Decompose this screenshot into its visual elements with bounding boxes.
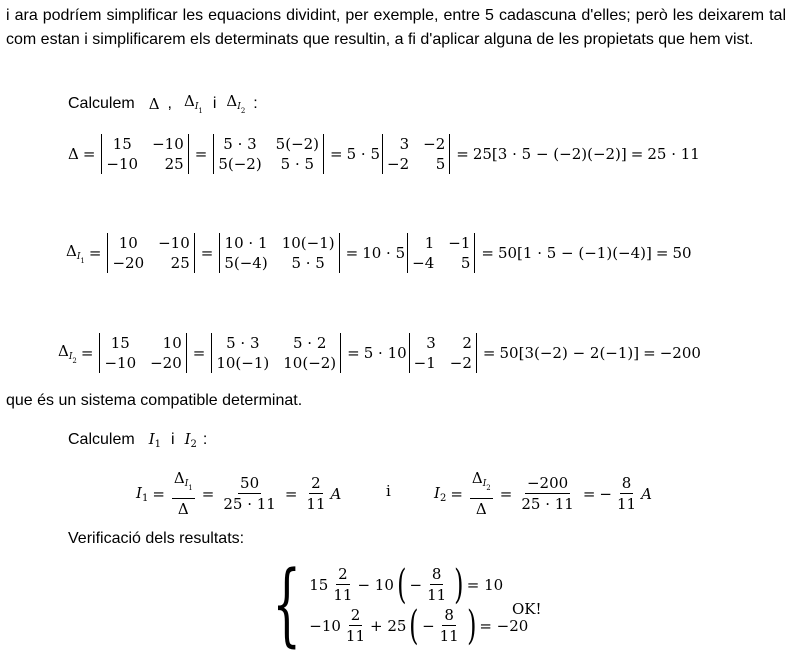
expansion: 50[1 · 5 − (−1)(−4)] xyxy=(497,244,652,262)
verification-eq-1: 15 $\frac{2}{11}$ − 10 ( − $\frac{8}{11}$ ) = 10 xyxy=(309,561,504,608)
i1-symbol: $I_1$ xyxy=(136,483,149,504)
matrix-i1-3: 1 −4 −1 5 xyxy=(407,233,475,273)
fraction: $\frac{\Delta_{I_1}}{\Delta}$ xyxy=(173,469,193,518)
between-word: i xyxy=(386,482,391,500)
left-brace: { xyxy=(272,552,301,657)
verification-eq-2: −10 $\frac{2}{11}$ + 25 ( − $\frac{8}{11}$ ) = −20 xyxy=(309,602,529,649)
and-word: i xyxy=(212,94,217,112)
unit-ampere: A xyxy=(330,484,342,503)
fraction: $\frac{50}{25 \cdot 11}$ xyxy=(223,474,276,513)
calc-label: Calculem xyxy=(68,94,135,112)
matrix-main-3: 3 −2 −2 5 xyxy=(382,134,450,174)
delta-i1-symbol: $\Delta_{I_1}$ xyxy=(66,241,85,265)
colon: : xyxy=(253,94,258,112)
factor: 5 · 10 xyxy=(363,344,407,362)
fraction: $\frac{\Delta_{I_2}}{\Delta}$ xyxy=(471,469,491,518)
matrix-i1-2: 10 · 1 5(−4) 10(−1) 5 · 5 xyxy=(219,233,339,273)
i1-symbol: $I_1$ xyxy=(148,430,161,450)
expansion: 25[3 · 5 − (−2)(−2)] xyxy=(472,145,627,163)
calc-heading-2 xyxy=(68,430,207,450)
matrix-i2-2: 5 · 3 10(−1) 5 · 2 10(−2) xyxy=(211,333,341,373)
result: −200 xyxy=(659,344,701,362)
det-main-equation: Δ = 15 −10 −10 25 = 5 · 3 5(−2) 5(−2) 5 · 5 = 5 · 5 3 −2 −2 5 = 25[3 · 5 − (−2)(−2)] = 25 · 11 xyxy=(68,135,700,173)
calc-label: Calculem xyxy=(68,431,135,448)
matrix-i2-3: 3 −1 2 −2 xyxy=(409,333,477,373)
intro-paragraph: i ara podríem simplificar les equacions dividint, per exemple, entre 5 cadascuna d'elles; però les deixarem tal com estan i simplificarem els determinats que resultin, a fi d'aplicar alguna de les propietats que hem vist. xyxy=(6,7,786,48)
and-word: i xyxy=(171,431,175,448)
result: 50 xyxy=(672,244,692,262)
delta-i2-symbol: $\Delta_{I_2}$ xyxy=(58,341,77,365)
matrix-main-2: 5 · 3 5(−2) 5(−2) 5 · 5 xyxy=(213,134,324,174)
verification-label: Verificació dels resultats: xyxy=(68,530,245,547)
det-i2-equation: $\Delta_{I_2}$ = 15 −10 10 −20 = 5 · 3 10(−1) 5 · 2 10(−2) = 5 · 10 3 −1 2 −2 = 50[3(−2) − 2(−1)] = −200 xyxy=(58,334,701,372)
matrix-main-1: 15 −10 −10 25 xyxy=(101,134,188,174)
matrix-i2-1: 15 −10 10 −20 xyxy=(99,333,186,373)
system-text: que és un sistema compatible determinat. xyxy=(6,392,303,409)
delta-symbol: Δ xyxy=(68,145,79,163)
verification-system xyxy=(258,552,529,657)
factor: 10 · 5 xyxy=(362,244,406,262)
colon: : xyxy=(202,431,208,448)
expansion: 50[3(−2) − 2(−1)] xyxy=(499,344,640,362)
i2-symbol: $I_2$ xyxy=(184,430,197,450)
i2-equation: $I_2$ = $\frac{\Delta_{I_2}}{\Delta}$ = $\frac{-200}{25 \cdot 11}$ = − $\frac{8}{11}$ A xyxy=(434,469,652,518)
calc-heading-1 xyxy=(68,92,258,115)
unit-ampere: A xyxy=(641,484,652,503)
result: 25 · 11 xyxy=(647,145,700,163)
fraction: $\frac{-200}{25 \cdot 11}$ xyxy=(521,474,574,513)
delta-i1-symbol: $\Delta_{I_1}$ xyxy=(183,92,203,115)
i2-symbol: $I_2$ xyxy=(434,483,447,504)
i1-equation: $I_1$ = $\frac{\Delta_{I_1}}{\Delta}$ = $\frac{50}{25 \cdot 11}$ = $\frac{2}{11}$ A xyxy=(136,469,342,518)
fraction: $\frac{8}{11}$ xyxy=(616,474,637,513)
delta-symbol: Δ xyxy=(148,94,160,113)
comma-separator: , xyxy=(167,94,172,112)
ok-label: OK! xyxy=(512,600,542,618)
matrix-i1-1: 10 −20 −10 25 xyxy=(107,233,194,273)
delta-i2-symbol: $\Delta_{I_2}$ xyxy=(226,92,246,115)
det-i1-equation: $\Delta_{I_1}$ = 10 −20 −10 25 = 10 · 1 5(−4) 10(−1) 5 · 5 = 10 · 5 1 −4 −1 5 = 50[1 · 5 − (−1)(−4)] = 50 xyxy=(66,234,692,272)
fraction: $\frac{2}{11}$ xyxy=(306,474,326,513)
factor: 5 · 5 xyxy=(346,145,381,163)
minus-sign: − xyxy=(599,484,612,503)
